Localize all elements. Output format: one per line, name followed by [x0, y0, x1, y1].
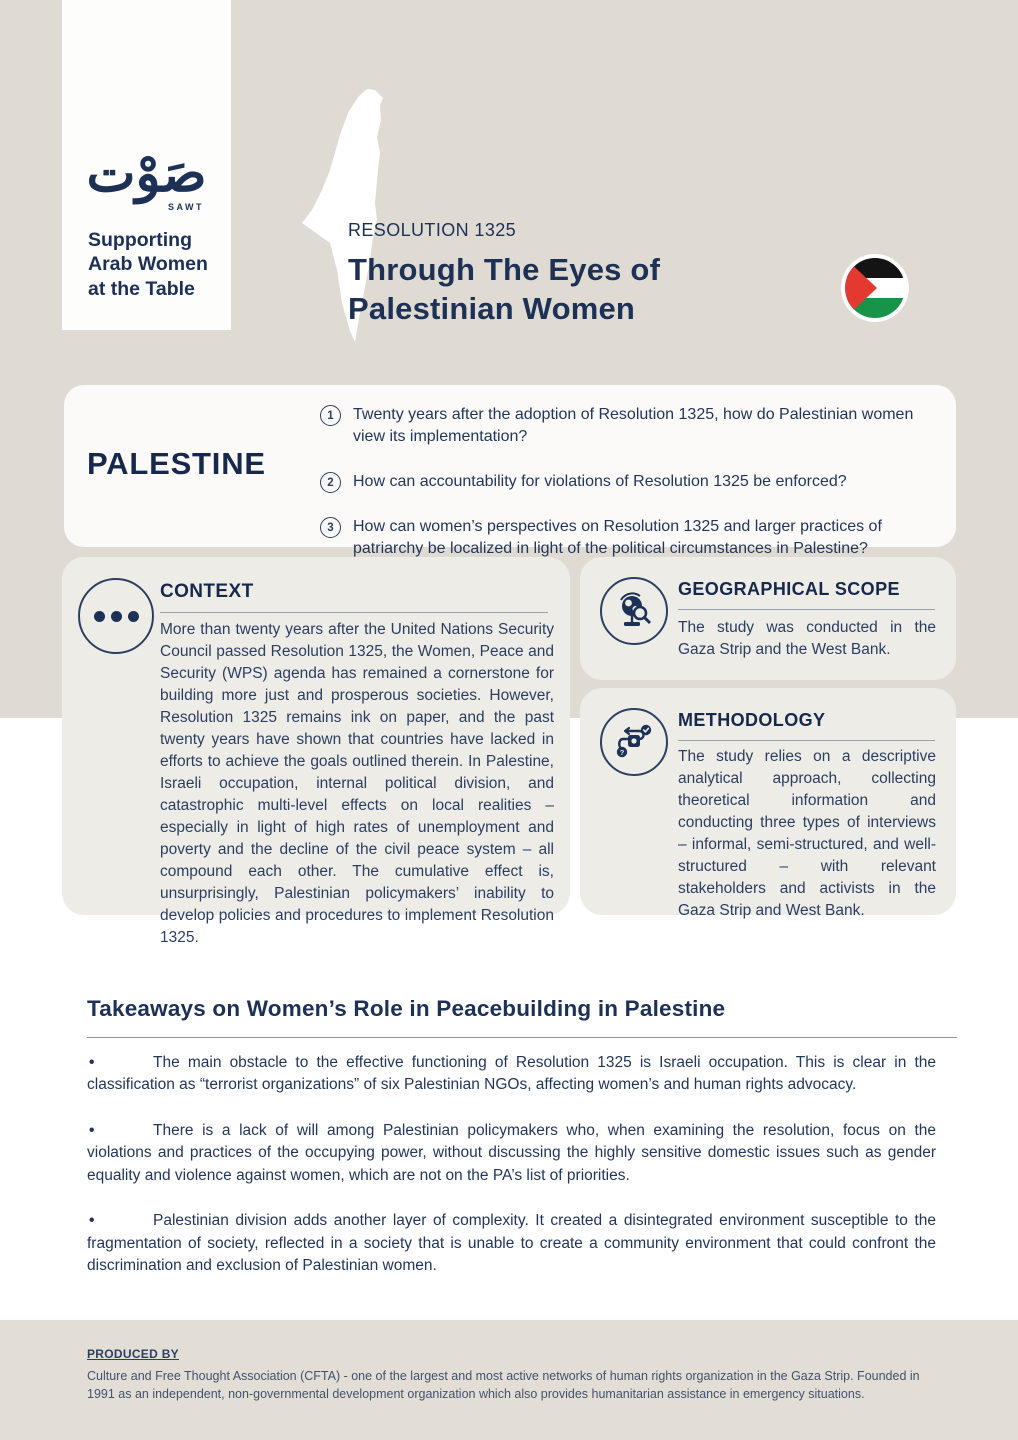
methodology-body: The study relies on a descriptive analytical approach, collecting theoretical information and conducting three types of interviews – informal, semi-structured, and well-structured – with relevant stakeholders and activists in the Gaza Strip and West Bank. [678, 748, 936, 919]
bullet-dot: • [89, 1121, 95, 1139]
context-body: More than twenty years after the United Nations Security Council passed Resolution 1325, the Women, Peace and Security (WPS) agenda has remained a cornerstone for building more just and prosperous societies. However, Resolution 1325 remains ink on paper, and the past twenty years have shown that countries have lacked in efforts to achieve the goals outlined therein. In Palestine, Israeli occupation, internal political division, and catastrophic multi-level effects on local realities – especially in light of high rates of unemployment and poverty and the decline of the civil peace system – all compound each other. The cumulative effect is, unsurprisingly, Palestinian policymakers’ inability to develop policies and procedures to implement Resolution 1325. [160, 621, 554, 946]
questions-panel [64, 385, 956, 558]
question-number-badge: 2 [320, 472, 341, 493]
sawt-tagline [88, 228, 231, 301]
geographical-scope-body: The study was conducted in the Gaza Strip and the West Bank. [678, 619, 936, 658]
process-flow-icon [600, 708, 668, 776]
takeaway-bullet: • The main obstacle to the effective functioning of Resolution 1325 is Israeli occupation. This is clear in the classification as “terrorist organizations” of six Palestinian NGOs, affecting women’s and human rights advocacy. [87, 1054, 936, 1094]
bullet-dot: • [89, 1212, 95, 1230]
globe-magnifier-icon [600, 577, 668, 645]
question-text: How can accountability for violations of Resolution 1325 be enforced? [353, 473, 847, 491]
takeaway-bullet: • Palestinian division adds another layer of complexity. It created a disintegrated environment susceptible to the fragmentation of society, reflected in a society that is unable to create a community environment that could confront the discrimination and exclusion of Palestinian women. [87, 1212, 936, 1275]
question-number-badge: 1 [320, 405, 341, 426]
geographical-scope-heading: GEOGRAPHICAL SCOPE [678, 579, 935, 610]
produced-by-label: PRODUCED BY [87, 1347, 179, 1361]
tagline-line-1: Supporting [88, 229, 192, 251]
takeaways-divider [87, 1037, 957, 1038]
page-title [348, 250, 660, 328]
palestinian-flag-icon [841, 254, 909, 322]
sawt-logo-box [62, 0, 231, 330]
takeaways-heading: Takeaways on Women’s Role in Peacebuilding in Palestine [87, 996, 726, 1021]
produced-by-text: Culture and Free Thought Association (CFTA) - one of the largest and most active networks of human rights organization in the Gaza Strip. Founded in 1991 as an independent, non-governmental development organization which also provides humanitarian assistance in emergency situations. [87, 1369, 920, 1401]
sawt-logo-subtext: SAWT [168, 202, 204, 212]
methodology-heading: METHODOLOGY [678, 710, 935, 741]
title-line-1: Through The Eyes of [348, 252, 661, 287]
bullet-dot: • [89, 1054, 95, 1071]
takeaway-bullet: • There is a lack of will among Palestinian policymakers who, when examining the resolution, focus on the violations and practices of the occupying power, without discussing the highly sensitive domestic issues such as gender equality and violence against women, which are not on the PA’s list of priorities. [87, 1121, 936, 1184]
country-label: PALESTINE [87, 446, 266, 481]
geographical-scope-section [580, 557, 956, 680]
title-block [348, 220, 660, 328]
question-item [320, 471, 932, 493]
question-number-badge: 3 [320, 517, 341, 538]
questions-list [320, 404, 932, 560]
ellipsis-icon [78, 578, 154, 654]
svg-text:?: ? [619, 748, 625, 757]
tagline-line-3: at the Table [88, 277, 195, 300]
context-section [62, 557, 570, 946]
question-text: Twenty years after the adoption of Resolution 1325, how do Palestinian women view its implementation? [353, 406, 914, 446]
question-item [320, 516, 932, 560]
takeaways-list [87, 1052, 936, 1278]
kicker-resolution: RESOLUTION 1325 [348, 220, 517, 240]
context-heading: CONTEXT [160, 581, 548, 613]
tagline-line-2: Arab Women [88, 253, 208, 276]
question-item [320, 404, 932, 448]
title-line-2: Palestinian Women [348, 291, 636, 327]
sawt-arabic-logo: صَوْت [86, 145, 207, 203]
methodology-section [580, 688, 956, 919]
question-text: How can women’s perspectives on Resolution 1325 and larger practices of patriarchy be localized in light of the political circumstances in Palestine? [353, 518, 882, 558]
